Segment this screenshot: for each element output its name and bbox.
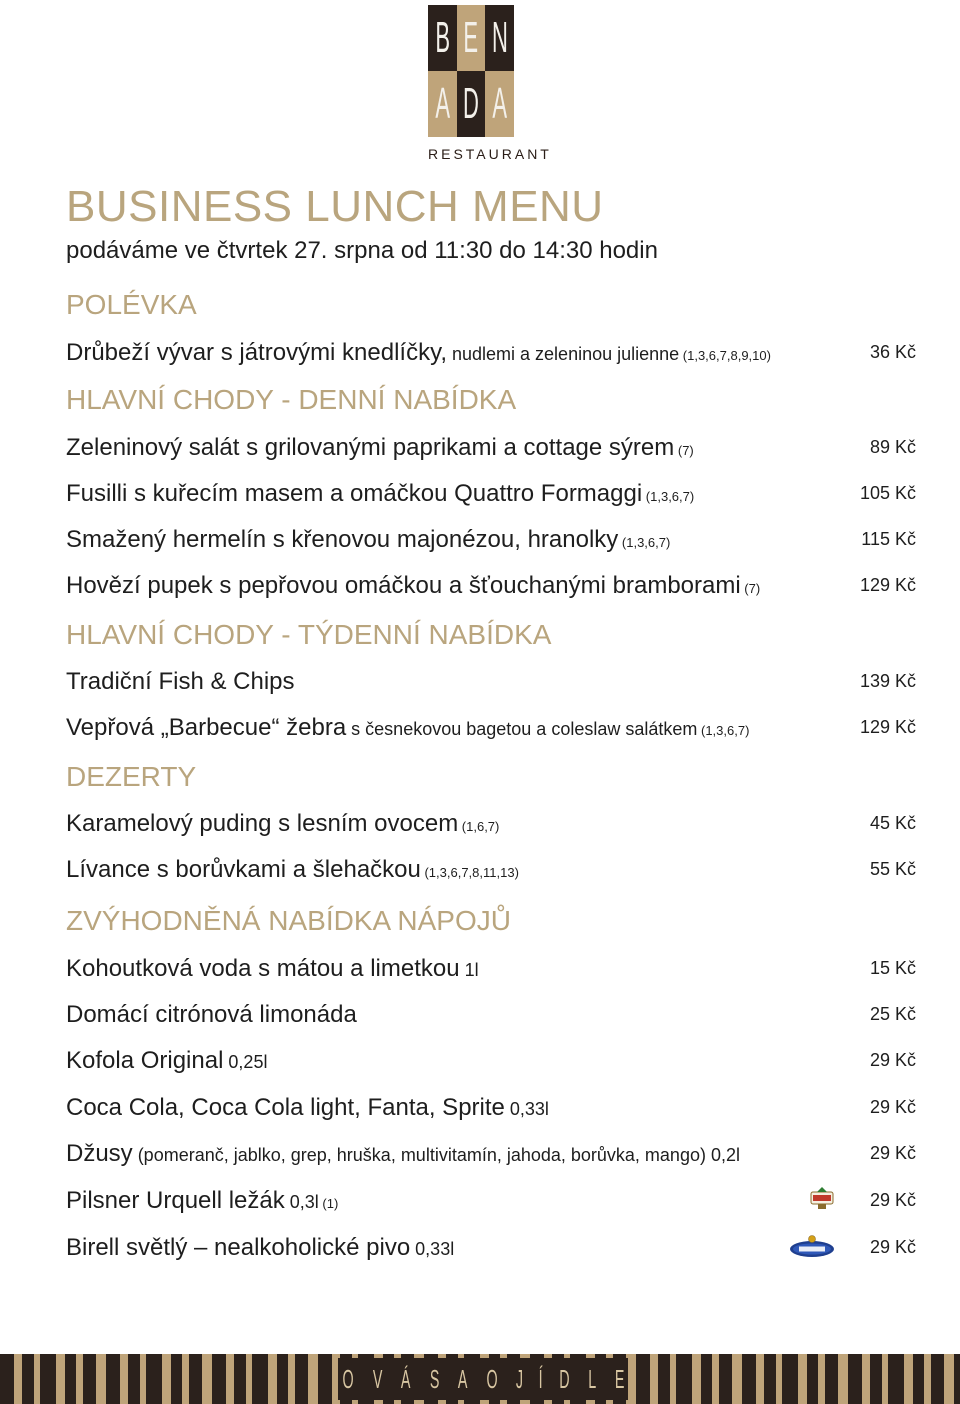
item-price: 89 Kč <box>869 437 916 457</box>
footer-stripe <box>742 1354 756 1404</box>
logo-letter: D <box>457 71 485 137</box>
footer-stripe <box>268 1354 277 1404</box>
menu-item <box>66 1187 916 1217</box>
item-name: Džusy (pomeranč, jablko, grep, hruška, multivitamín, jahoda, borůvka, mango) 0,2l <box>66 1140 740 1167</box>
footer-stripe <box>782 1354 798 1404</box>
logo-letter: N <box>485 5 514 71</box>
menu-item <box>66 714 916 744</box>
menu-item <box>66 480 916 510</box>
item-name: Coca Cola, Coca Cola light, Fanta, Sprite 0,33l <box>66 1094 549 1121</box>
footer-stripe <box>954 1354 960 1404</box>
logo-letter: E <box>457 5 485 71</box>
item-name: Kofola Original 0,25l <box>66 1047 268 1074</box>
menu-item <box>66 526 916 556</box>
footer-stripe <box>650 1354 658 1404</box>
footer-stripe <box>40 1354 56 1404</box>
menu-item <box>66 1047 916 1077</box>
footer-stripe <box>862 1354 870 1404</box>
item-name: Domácí citrónová limonáda <box>66 1001 357 1028</box>
item-name: Fusilli s kuřecím masem a omáčkou Quattro Formaggi (1,3,6,7) <box>66 480 695 507</box>
item-name: Vepřová „Barbecue“ žebra s česnekovou bagetou a coleslaw salátkem (1,3,6,7) <box>66 714 750 741</box>
item-name: Lívance s borůvkami a šlehačkou (1,3,6,7,8,11,13) <box>66 856 519 883</box>
item-price: 129 Kč <box>859 575 916 595</box>
footer-letter: L <box>588 1363 597 1394</box>
footer-stripe <box>14 1354 22 1404</box>
footer-stripe <box>658 1354 670 1404</box>
footer-stripe <box>246 1354 252 1404</box>
menu-item <box>66 668 916 698</box>
footer-stripe <box>120 1354 128 1404</box>
footer-letter: O <box>342 1363 354 1394</box>
footer-stripe <box>732 1354 742 1404</box>
section-title-desserts: DEZERTY <box>66 761 197 792</box>
footer-stripe <box>904 1354 913 1404</box>
menu-item <box>66 955 916 985</box>
footer-band <box>0 1354 960 1404</box>
footer-stripe <box>870 1354 882 1404</box>
footer-stripe <box>76 1354 83 1404</box>
footer-stripe <box>106 1354 120 1404</box>
footer-stripe <box>676 1354 692 1404</box>
logo-subtitle: RESTAURANT <box>428 146 552 162</box>
section-title-weekly-mains: HLAVNÍ CHODY - TÝDENNÍ NABÍDKA <box>66 619 552 650</box>
item-name: Birell světlý – nealkoholické pivo 0,33l <box>66 1234 455 1261</box>
logo-letter: A <box>428 71 457 137</box>
footer-letter: A <box>457 1363 468 1394</box>
menu-item <box>66 1001 916 1031</box>
footer-letter: D <box>559 1363 571 1394</box>
footer-stripe <box>146 1354 162 1404</box>
footer-letter: V <box>373 1363 383 1394</box>
footer-stripe <box>798 1354 807 1404</box>
item-price: 55 Kč <box>869 859 916 879</box>
footer-stripe <box>22 1354 34 1404</box>
footer-stripe <box>189 1354 202 1404</box>
item-price: 15 Kč <box>869 958 916 978</box>
footer-stripe <box>288 1354 295 1404</box>
item-name: Zeleninový salát s grilovanými paprikami a cottage sýrem (7) <box>66 434 694 461</box>
footer-text <box>338 1362 628 1396</box>
footer-stripe <box>931 1354 944 1404</box>
item-price: 29 Kč <box>869 1143 916 1163</box>
footer-stripe <box>162 1354 171 1404</box>
page-title: BUSINESS LUNCH MENU <box>66 182 604 231</box>
footer-letter: Í <box>538 1363 543 1394</box>
footer-stripe <box>234 1354 246 1404</box>
footer-stripe <box>756 1354 764 1404</box>
footer-stripe <box>825 1354 838 1404</box>
item-name: Pilsner Urquell ležák 0,3l (1) <box>66 1187 339 1214</box>
footer-stripe <box>96 1354 106 1404</box>
footer-stripe <box>34 1354 40 1404</box>
footer-stripe <box>913 1354 924 1404</box>
menu-item <box>66 810 916 840</box>
footer-stripe <box>0 1354 14 1404</box>
footer-stripe <box>818 1354 825 1404</box>
item-price: 36 Kč <box>869 342 916 362</box>
footer-stripe <box>295 1354 308 1404</box>
footer-stripe <box>252 1354 268 1404</box>
birell-logo-icon <box>788 1234 836 1260</box>
footer-stripe <box>212 1354 226 1404</box>
footer-stripe <box>202 1354 212 1404</box>
item-price: 45 Kč <box>869 813 916 833</box>
footer-stripe <box>277 1354 288 1404</box>
footer-letter: S <box>429 1363 440 1394</box>
footer-stripe <box>944 1354 954 1404</box>
logo-letter: A <box>485 71 514 137</box>
footer-stripe <box>807 1354 818 1404</box>
footer-stripe <box>308 1354 318 1404</box>
footer-stripe <box>764 1354 776 1404</box>
footer-stripe <box>838 1354 848 1404</box>
footer-stripe <box>701 1354 712 1404</box>
menu-item <box>66 434 916 464</box>
menu-item <box>66 1140 916 1170</box>
footer-stripe <box>848 1354 862 1404</box>
footer-stripe <box>140 1354 146 1404</box>
footer-stripe <box>882 1354 888 1404</box>
item-price: 115 Kč <box>861 529 916 549</box>
footer-stripe <box>182 1354 189 1404</box>
item-price: 29 Kč <box>869 1097 916 1117</box>
menu-item <box>66 856 916 886</box>
menu-item <box>66 339 916 369</box>
footer-stripe <box>692 1354 701 1404</box>
logo-letter: B <box>428 5 457 71</box>
item-price: 139 Kč <box>859 671 916 691</box>
item-name: Kohoutková voda s mátou a limetkou 1l <box>66 955 479 982</box>
restaurant-logo <box>428 5 552 162</box>
footer-stripe <box>318 1354 332 1404</box>
item-name: Hovězí pupek s pepřovou omáčkou a šťouchanými bramborami (7) <box>66 572 761 599</box>
page-subtitle: podáváme ve čtvrtek 27. srpna od 11:30 do 14:30 hodin <box>66 237 658 264</box>
item-name: Karamelový puding s lesním ovocem (1,6,7) <box>66 810 500 837</box>
pilsner-urquell-logo-icon <box>808 1186 836 1212</box>
logo-grid <box>428 5 514 137</box>
item-price: 129 Kč <box>859 717 916 737</box>
footer-stripe <box>712 1354 719 1404</box>
footer-stripe <box>776 1354 782 1404</box>
footer-stripe <box>888 1354 904 1404</box>
footer-stripe <box>83 1354 96 1404</box>
section-title-soup: POLÉVKA <box>66 289 197 320</box>
menu-item <box>66 1094 916 1124</box>
item-name: Tradiční Fish & Chips <box>66 668 295 695</box>
footer-stripe <box>128 1354 140 1404</box>
footer-stripe <box>56 1354 65 1404</box>
item-price: 105 Kč <box>859 483 916 503</box>
footer-stripe <box>719 1354 732 1404</box>
item-name: Smažený hermelín s křenovou majonézou, hranolky (1,3,6,7) <box>66 526 671 553</box>
section-title-daily-mains: HLAVNÍ CHODY - DENNÍ NABÍDKA <box>66 384 517 415</box>
menu-item <box>66 572 916 602</box>
footer-stripe <box>924 1354 931 1404</box>
item-price: 29 Kč <box>869 1050 916 1070</box>
footer-stripe <box>226 1354 234 1404</box>
item-name: Drůbeží vývar s játrovými knedlíčky, nudlemi a zeleninou julienne (1,3,6,7,8,9,10) <box>66 339 771 366</box>
footer-letter: Á <box>401 1363 411 1394</box>
footer-letter: J <box>516 1363 524 1394</box>
section-title-drinks: ZVÝHODNĚNÁ NABÍDKA NÁPOJŮ <box>66 905 511 936</box>
footer-letter: O <box>486 1363 498 1394</box>
item-price: 29 Kč <box>869 1237 916 1257</box>
footer-stripe <box>670 1354 676 1404</box>
footer-stripe <box>171 1354 182 1404</box>
footer-stripe <box>636 1354 650 1404</box>
footer-stripe <box>65 1354 76 1404</box>
footer-letter: E <box>614 1363 624 1394</box>
item-price: 29 Kč <box>869 1190 916 1210</box>
item-price: 25 Kč <box>869 1004 916 1024</box>
